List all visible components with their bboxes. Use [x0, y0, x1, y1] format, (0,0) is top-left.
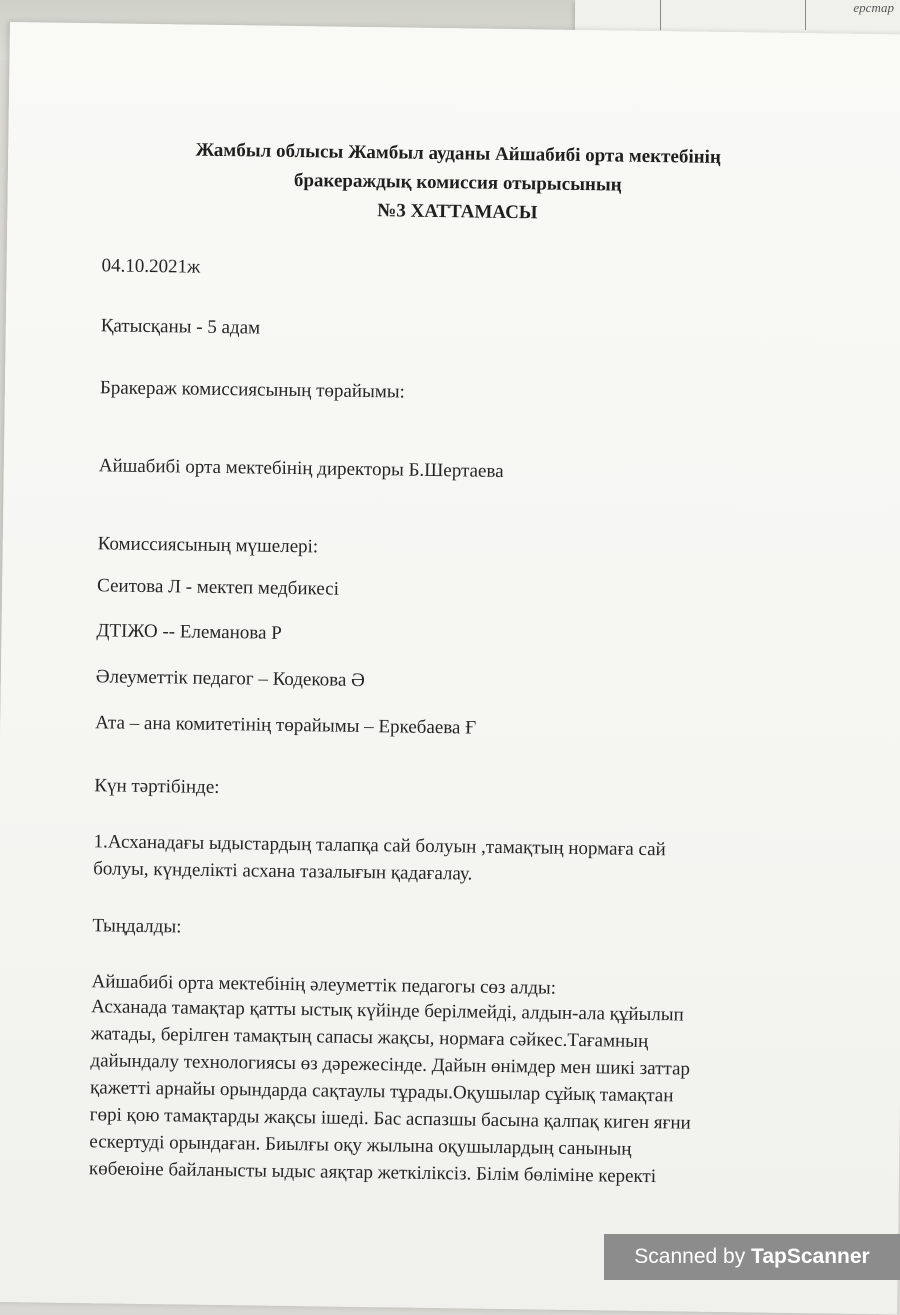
chair-label: Бракераж комиссиясының төрайымы: [99, 377, 406, 403]
agenda-item-line: 1.Асханадағы ыдыстардың талапқа сай болуын ,тамақтың нормаға сай [93, 831, 666, 861]
paper-mark [805, 0, 806, 30]
agenda-label: Күн тәртібінде: [94, 775, 220, 798]
scanner-watermark [604, 1234, 900, 1280]
chair-name: Айшабибі орта мектебінің директоры Б.Шертаева [98, 455, 504, 482]
heard-label: Тыңдалды: [92, 915, 182, 938]
members-label: Комиссиясының мүшелері: [97, 533, 319, 558]
paper-mark [660, 0, 661, 30]
watermark-brand: TapScanner [751, 1245, 870, 1268]
agenda-item-line: болуы, күнделікті асхана тазалығын қадағалау. [93, 858, 473, 885]
speech-line: гөрі қою тамақтарды жақсы ішеді. Бас аспазшы басына қалпақ киген яғни [89, 1104, 691, 1134]
speech-line: ескертуді орындаған. Биылғы оқу жылына оқушылардың санының [89, 1131, 632, 1160]
document-page [0, 22, 900, 1315]
speech-line: көбеюіне байланысты ыдыс аяқтар жеткіліксіз. Білім бөліміне керекті [88, 1158, 657, 1188]
speech-line: қажетті арнайы орындарда сақтаулы тұрады.Оқушылар сұйық тамақтан [89, 1077, 674, 1107]
document-title-line-1: Жамбыл облысы Жамбыл ауданы Айшабибі орта мектебінің [195, 139, 722, 168]
speech-line: жатады, берілген тамақтың сапасы жақсы, нормаға сәйкес.Тағамның [90, 1023, 649, 1053]
member-item: ДТІЖО -- Елеманова Р [96, 620, 282, 644]
member-item: Әлеуметтік педагог – Кодекова Ә [95, 666, 365, 692]
document-title-line-2: бракераждық комиссия отырысының [293, 169, 622, 196]
document-date: 04.10.2021ж [101, 255, 201, 278]
speech-line: дайындалу технологиясы өз дәрежесінде. Дайын өнімдер мен шикі заттар [90, 1050, 691, 1080]
background-sheet-text: ерстар [853, 0, 894, 15]
attendance-count: Қатысқаны - 5 адам [100, 315, 261, 339]
member-item: Сеитова Л - мектеп медбикесі [96, 575, 340, 600]
member-item: Ата – ана комитетінің төрайымы – Еркебаева Ғ [95, 712, 477, 739]
watermark-prefix: Scanned by [634, 1245, 752, 1268]
document-title-number: №3 ХАТТАМАСЫ [377, 200, 538, 224]
speech-line: Асханада тамақтар қатты ыстық күйінде берілмейді, алдын-ала құйылып [91, 996, 684, 1026]
speech-line: Айшабибі орта мектебінің әлеуметтік педагогы сөз алды: [91, 971, 557, 999]
